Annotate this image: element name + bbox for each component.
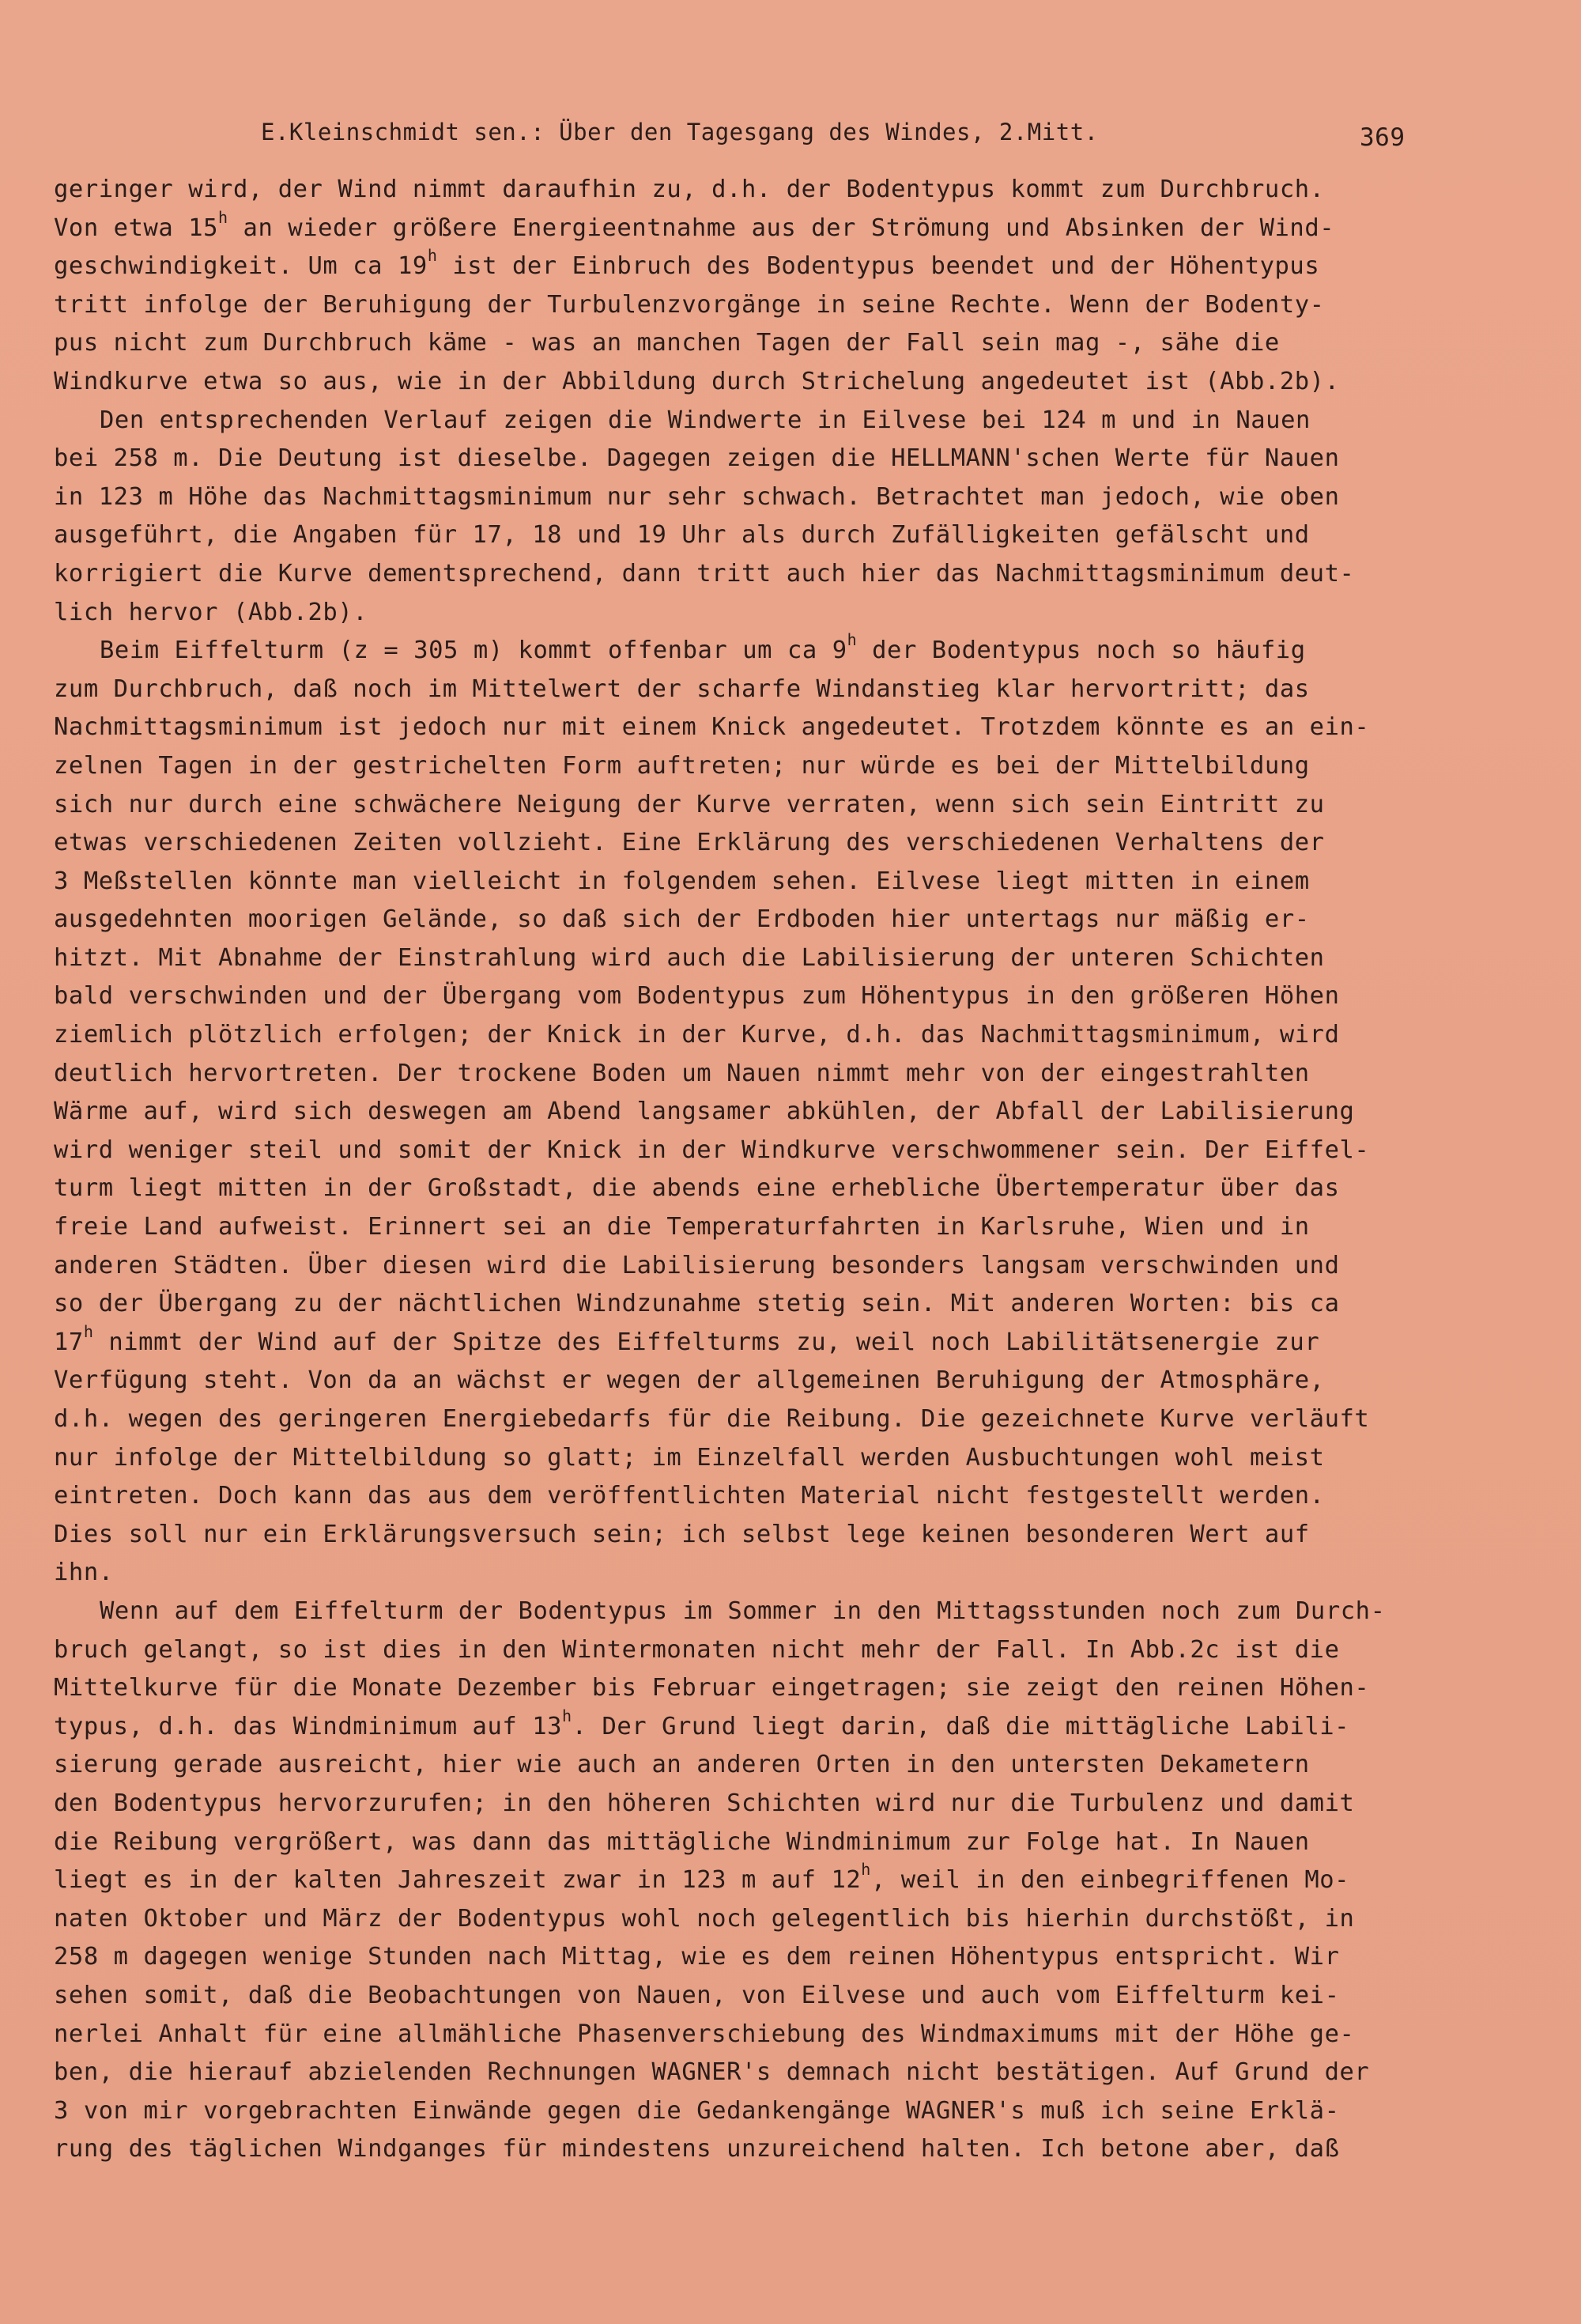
line-text: anderen Städten. Über diesen wird die Labilisierung besonders langsam verschwinden und	[54, 1251, 1340, 1279]
text-line	[54, 1785, 1429, 1823]
line-text: so der Übergang zu der nächtlichen Windzunahme stetig sein. Mit anderen Worten: bis ca	[54, 1290, 1340, 1318]
text-line	[54, 1439, 1429, 1478]
text-line	[54, 1362, 1429, 1400]
line-text-continued: der Bodentypus noch so häufig	[857, 637, 1306, 665]
line-text: geringer wird, der Wind nimmt daraufhin zu, d.h. der Bodentypus kommt zum Durchbruch.	[54, 176, 1325, 203]
text-line	[54, 1247, 1429, 1286]
line-text: Nachmittagsminimum ist jedoch nur mit einem Knick angedeutet. Trotzdem könnte es an ein-	[54, 713, 1370, 742]
superscript: h	[83, 1321, 94, 1341]
text-line	[54, 2092, 1429, 2131]
paragraph	[54, 171, 1429, 402]
text-line	[54, 1285, 1429, 1324]
line-text: eintreten. Doch kann das aus dem veröffentlichten Material nicht festgestellt werden.	[54, 1482, 1325, 1510]
line-text: freie Land aufweist. Erinnert sei an die Temperaturfahrten in Karlsruhe, Wien und in	[54, 1213, 1310, 1241]
line-text: bei 258 m. Die Deutung ist dieselbe. Dagegen zeigen die HELLMANN'schen Werte für Nauen	[54, 444, 1340, 473]
line-text: 258 m dagegen wenige Stunden nach Mittag, wie es dem reinen Höhentypus entspricht. Wir	[54, 1943, 1340, 1971]
text-line	[54, 1055, 1429, 1094]
line-text: sehen somit, daß die Beobachtungen von Nauen, von Eilvese und auch vom Eiffelturm kei-	[54, 1981, 1340, 2009]
text-line	[54, 555, 1429, 594]
superscript: h	[218, 207, 228, 227]
text-line	[54, 478, 1429, 517]
text-line	[54, 1708, 1429, 1747]
line-text: in 123 m Höhe das Nachmittagsminimum nur sehr schwach. Betrachtet man jedoch, wie oben	[54, 482, 1340, 511]
text-line	[54, 671, 1429, 709]
text-line	[54, 1823, 1429, 1862]
text-line	[54, 1746, 1429, 1785]
text-line	[54, 901, 1429, 939]
text-line	[54, 1016, 1429, 1055]
text-line	[54, 1593, 1429, 1631]
line-text: sich nur durch eine schwächere Neigung der Kurve verraten, wenn sich sein Eintritt zu	[54, 790, 1325, 818]
text-line	[54, 402, 1429, 440]
text-line	[54, 2054, 1429, 2092]
paragraph	[54, 402, 1429, 633]
text-line	[54, 1170, 1429, 1208]
text-line	[54, 632, 1429, 671]
text-line	[54, 1669, 1429, 1708]
superscript: h	[562, 1706, 572, 1725]
line-text: tritt infolge der Beruhigung der Turbulenzvorgänge in seine Rechte. Wenn der Bodenty-	[54, 290, 1325, 319]
text-line	[54, 1631, 1429, 1670]
line-text: lich hervor (Abb.2b).	[54, 598, 368, 626]
header-title: E.Kleinschmidt sen.: Über den Tagesgang des Windes, 2.Mitt.	[261, 119, 1099, 145]
text-line	[54, 1938, 1429, 1977]
line-text: zelnen Tagen in der gestrichelten Form auftreten; nur würde es bei der Mittelbildung	[54, 751, 1310, 780]
line-text: Dies soll nur ein Erklärungsversuch sein; ich selbst lege keinen besonderen Wert auf	[54, 1520, 1310, 1548]
text-line	[54, 594, 1429, 633]
line-text: ihn.	[54, 1559, 114, 1587]
line-text: Wenn auf dem Eiffelturm der Bodentypus im Sommer in den Mittagsstunden noch zum Durch-	[100, 1597, 1386, 1625]
line-text: Mittelkurve für die Monate Dezember bis Februar eingetragen; sie zeigt den reinen Höhen-	[54, 1674, 1370, 1702]
body-text	[54, 171, 1429, 2169]
line-text: geschwindigkeit. Um ca 19	[54, 252, 428, 281]
text-line	[54, 1093, 1429, 1132]
superscript: h	[427, 246, 438, 266]
line-text-continued: , weil in den einbegriffenen Mo-	[870, 1866, 1350, 1895]
line-text: Beim Eiffelturm (z = 305 m) kommt offenbar um ca 9	[100, 637, 847, 665]
line-text: rung des täglichen Windganges für mindestens unzureichend halten. Ich betone aber, daß	[54, 2135, 1340, 2163]
superscript: h	[847, 630, 858, 650]
line-text: liegt es in der kalten Jahreszeit zwar in 123 m auf 12	[54, 1866, 862, 1895]
line-text: deutlich hervortreten. Der trockene Boden um Nauen nimmt mehr von der eingestrahlten	[54, 1059, 1310, 1087]
line-text: ausgeführt, die Angaben für 17, 18 und 19 Uhr als durch Zufälligkeiten gefälscht und	[54, 521, 1310, 550]
text-line	[54, 863, 1429, 901]
line-text: naten Oktober und März der Bodentypus wohl noch gelegentlich bis hierhin durchstößt, in	[54, 1904, 1355, 1933]
text-line	[54, 1400, 1429, 1439]
text-line	[54, 1861, 1429, 1900]
line-text: Wärme auf, wird sich deswegen am Abend langsamer abkühlen, der Abfall der Labilisierung	[54, 1098, 1355, 1126]
text-line	[54, 1516, 1429, 1555]
text-line	[54, 516, 1429, 555]
text-line	[54, 977, 1429, 1016]
line-text: d.h. wegen des geringeren Energiebedarfs für die Reibung. Die gezeichnete Kurve verläuft	[54, 1405, 1370, 1433]
text-line	[54, 324, 1429, 363]
line-text: die Reibung vergrößert, was dann das mittägliche Windminimum zur Folge hat. In Nauen	[54, 1827, 1310, 1856]
text-line	[54, 1477, 1429, 1516]
line-text: ziemlich plötzlich erfolgen; der Knick in der Kurve, d.h. das Nachmittagsminimum, wird	[54, 1021, 1340, 1049]
line-text: bald verschwinden und der Übergang vom Bodentypus zum Höhentypus in den größeren Höhen	[54, 982, 1340, 1011]
text-line	[54, 207, 1429, 248]
text-line	[54, 824, 1429, 863]
text-line	[54, 1900, 1429, 1939]
line-text: typus, d.h. das Windminimum auf 13	[54, 1712, 563, 1740]
line-text-continued: an wieder größere Energieentnahme aus der Strömung und Absinken der Wind-	[228, 214, 1335, 242]
text-line	[54, 171, 1429, 210]
line-text: zum Durchbruch, daß noch im Mittelwert der scharfe Windanstieg klar hervortritt; das	[54, 675, 1310, 703]
line-text: bruch gelangt, so ist dies in den Wintermonaten nicht mehr der Fall. In Abb.2c ist die	[54, 1635, 1340, 1664]
line-text: Verfügung steht. Von da an wächst er wegen der allgemeinen Beruhigung der Atmosphäre,	[54, 1366, 1325, 1395]
line-text: Von etwa 15	[54, 214, 219, 242]
line-text: sierung gerade ausreicht, hier wie auch an anderen Orten in den untersten Dekametern	[54, 1751, 1310, 1779]
text-line	[54, 2016, 1429, 2054]
text-line	[54, 1208, 1429, 1247]
text-line	[54, 248, 1429, 286]
text-line	[54, 709, 1429, 747]
text-line	[54, 747, 1429, 786]
line-text: etwas verschiedenen Zeiten vollzieht. Eine Erklärung des verschiedenen Verhaltens der	[54, 829, 1325, 857]
line-text: nerlei Anhalt für eine allmähliche Phasenverschiebung des Windmaximums mit der Höhe ge-	[54, 2020, 1355, 2048]
line-text: 3 Meßstellen könnte man vielleicht in folgendem sehen. Eilvese liegt mitten in einem	[54, 867, 1310, 895]
line-text: Den entsprechenden Verlauf zeigen die Windwerte in Eilvese bei 124 m und in Nauen	[100, 406, 1311, 434]
paragraph	[54, 632, 1429, 1593]
line-text-continued: nimmt der Wind auf der Spitze des Eiffelturms zu, weil noch Labilitätsenergie zur	[93, 1328, 1320, 1356]
line-text: pus nicht zum Durchbruch käme - was an manchen Tagen der Fall sein mag -, sähe die	[54, 329, 1280, 357]
line-text: korrigiert die Kurve dementsprechend, dann tritt auch hier das Nachmittagsminimum deut-	[54, 559, 1355, 588]
line-text: 17	[54, 1328, 84, 1356]
text-line	[54, 1321, 1429, 1362]
text-line	[54, 786, 1429, 825]
line-text: hitzt. Mit Abnahme der Einstrahlung wird auch die Labilisierung der unteren Schichten	[54, 943, 1325, 972]
line-text: turm liegt mitten in der Großstadt, die abends eine erhebliche Übertemperatur über das	[54, 1174, 1340, 1203]
line-text: den Bodentypus hervorzurufen; in den höheren Schichten wird nur die Turbulenz und damit	[54, 1789, 1355, 1817]
page-number: 369	[1360, 123, 1406, 152]
line-text: 3 von mir vorgebrachten Einwände gegen die Gedankengänge WAGNER's muß ich seine Erklä-	[54, 2096, 1340, 2125]
line-text: ben, die hierauf abzielenden Rechnungen WAGNER's demnach nicht bestätigen. Auf Grund der	[54, 2058, 1370, 2087]
line-text-continued: . Der Grund liegt darin, daß die mittägliche Labili-	[572, 1712, 1350, 1740]
text-line	[54, 440, 1429, 478]
line-text: ausgedehnten moorigen Gelände, so daß sich der Erdboden hier untertags nur mäßig er-	[54, 905, 1310, 934]
text-line	[54, 1554, 1429, 1593]
paragraph	[54, 1593, 1429, 2169]
text-line	[54, 939, 1429, 978]
line-text: nur infolge der Mittelbildung so glatt; im Einzelfall werden Ausbuchtungen wohl meist	[54, 1443, 1325, 1472]
text-line	[54, 1132, 1429, 1170]
line-text: Windkurve etwa so aus, wie in der Abbildung durch Strichelung angedeutet ist (Abb.2b).	[54, 367, 1340, 395]
text-line	[54, 2130, 1429, 2169]
text-line	[54, 1977, 1429, 2016]
line-text-continued: ist der Einbruch des Bodentypus beendet und der Höhentypus	[437, 252, 1320, 281]
text-line	[54, 286, 1429, 325]
superscript: h	[861, 1860, 871, 1880]
line-text: wird weniger steil und somit der Knick in der Windkurve verschwommener sein. Der Eiffel-	[54, 1136, 1370, 1164]
text-line	[54, 363, 1429, 402]
